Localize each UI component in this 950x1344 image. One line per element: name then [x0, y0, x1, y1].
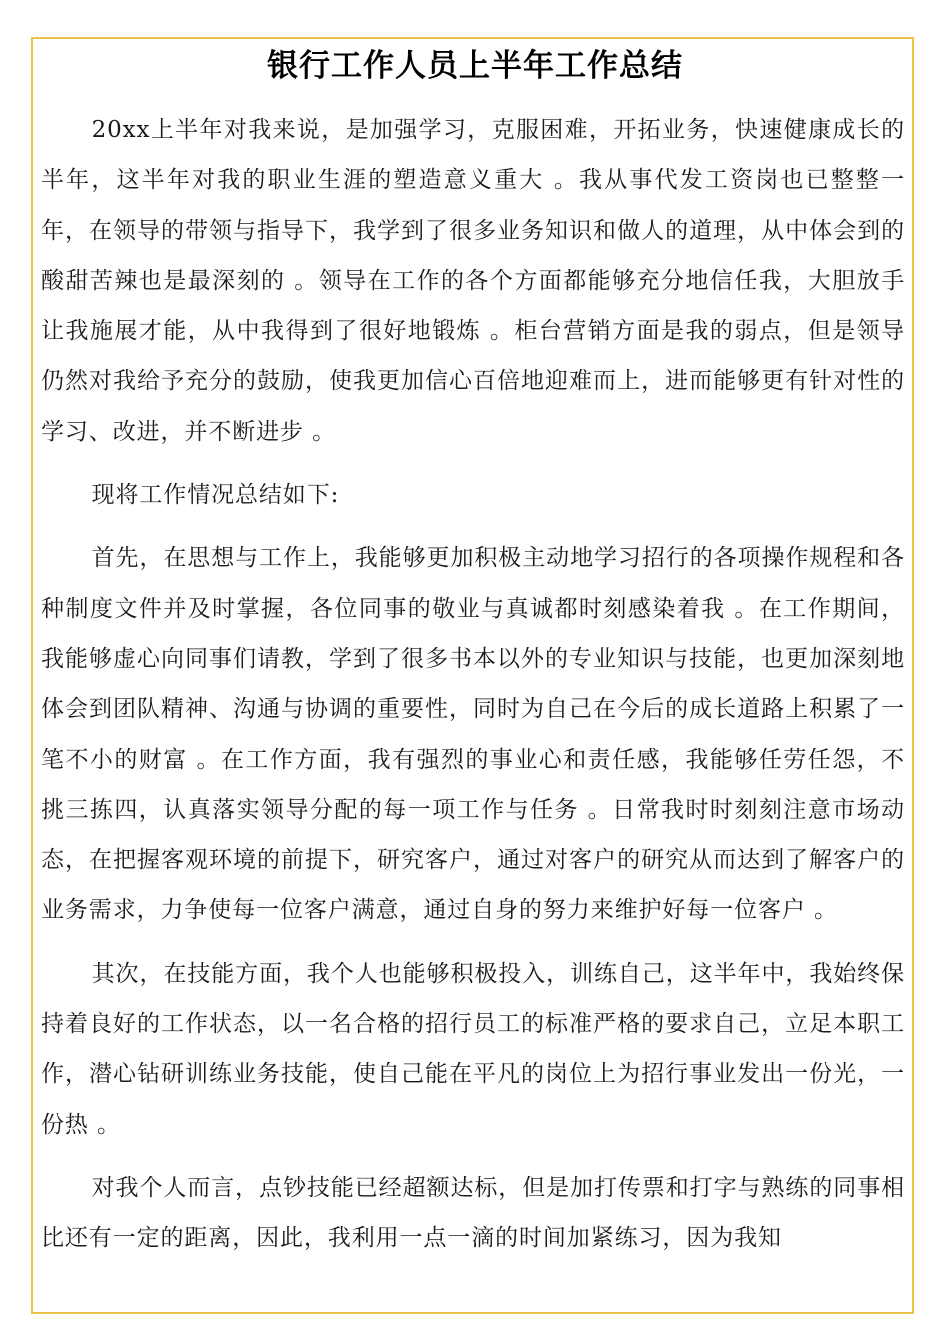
document-body — [41, 105, 905, 1277]
paragraph-personal: 对我个人而言，点钞技能已经超额达标，但是加打传票和打字与熟练的同事相比还有一定的距离，因此，我利用一点一滴的时间加紧练习，因为我知 — [41, 1174, 905, 1252]
document-title: 银行工作人员上半年工作总结 — [267, 48, 683, 84]
paragraph-second: 其次，在技能方面，我个人也能够积极投入，训练自己，这半年中，我始终保持着良好的工作状态，以一名合格的招行员工的标准严格的要求自己，立足本职工作，潜心钻研训练业务技能，使自己能在平凡的岗位上为招行事业发出一份光，一份热 。 — [41, 960, 905, 1138]
paragraph-intro: 20xx上半年对我来说，是加强学习，克服困难，开拓业务，快速健康成长的半年，这半年对我的职业生涯的塑造意义重大 。我从事代发工资岗也已整整一年，在领导的带领与指导下，我学到了很多业务知识和做人的道理，从中体会到的酸甜苦辣也是最深刻的 。领导在工作的各个方面都能够充分地信任我，大胆放手让我施展才能，从中我得到了很好地锻炼 。柜台营销方面是我的弱点，但是领导仍然对我给予充分的鼓励，使我更加信心百倍地迎难而上，进而能够更有针对性的学习、改进，并不断进步 。 — [41, 117, 905, 445]
paragraph-first: 首先，在思想与工作上，我能够更加积极主动地学习招行的各项操作规程和各种制度文件并及时掌握，各位同事的敬业与真诚都时刻感染着我 。在工作期间，我能够虚心向同事们请教，学到了很多书本以外的专业知识与技能，也更加深刻地体会到团队精神、沟通与协调的重要性，同时为自己在今后的成长道路上积累了一笔不小的财富 。在工作方面，我有强烈的事业心和责任感，我能够任劳任怨，不挑三拣四，认真落实领导分配的每一项工作与任务 。日常我时时刻刻注意市场动态，在把握客观环境的前提下，研究客户，通过对客户的研究从而达到了解客户的业务需求，力争使每一位客户满意，通过自身的努力来维护好每一位客户 。 — [41, 545, 905, 924]
paragraph-summary-lead: 现将工作情况总结如下: — [91, 482, 340, 509]
